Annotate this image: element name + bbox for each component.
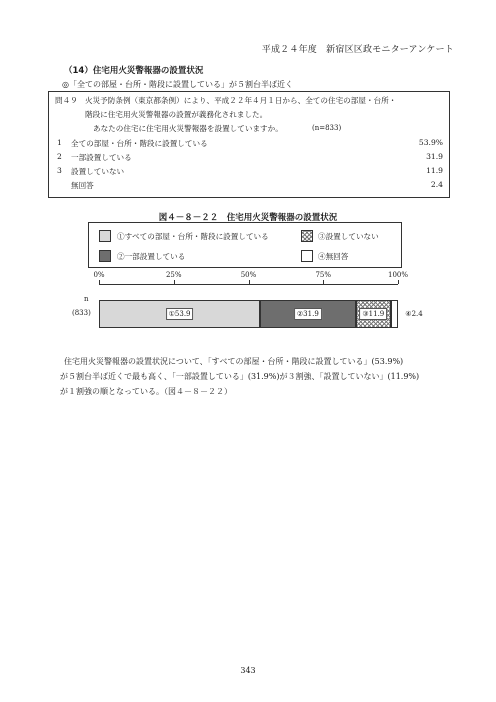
x-tick-label: 50% [240, 271, 257, 279]
option-number: 1 [57, 138, 62, 147]
x-tick-label: 75% [315, 271, 332, 279]
section-heading: （14）住宅用火災警報器の設置状況 [64, 66, 204, 76]
legend-swatch-none [301, 250, 313, 262]
option-number: 2 [57, 152, 62, 161]
legend-label: ④無回答 [318, 252, 349, 261]
question-text-line2: 階段に住宅用火災警報器の設置が義務化されました。 [85, 110, 268, 119]
legend-label: ①すべての部屋・台所・階段に設置している [117, 232, 269, 241]
question-number: 問４９ [55, 96, 78, 105]
option-label: 一部設置している [71, 153, 132, 162]
x-tick-mark [174, 280, 175, 284]
section-summary: ◎「全ての部屋・台所・階段に設置している」が５割台半ば近く [62, 80, 293, 89]
bar-data-label: ③11.9 [359, 308, 387, 320]
bar-data-label: ④2.4 [405, 310, 423, 318]
body-text-line1: 住宅用火災警報器の設置状況について、「すべての部屋・台所・階段に設置している」(53.9%) [64, 357, 404, 366]
option-label: 設置していない [71, 167, 125, 176]
option-number: 3 [57, 166, 62, 175]
question-text-line1: 火災予防条例（東京都条例）により、平成２２年４月１日から、全ての住宅の部屋・台所・ [85, 96, 397, 105]
x-tick-mark [249, 280, 250, 284]
bar-segment [391, 300, 398, 328]
legend-label: ②一部設置している [117, 252, 186, 261]
x-tick-label: 0% [93, 271, 105, 279]
option-label: 全ての部屋・台所・階段に設置している [71, 139, 208, 148]
legend-swatch-dots [99, 230, 111, 242]
n-label: n [84, 295, 89, 303]
page-header: 平成２４年度 新宿区区政モニターアンケート [261, 45, 454, 55]
question-n-note: (n=833) [312, 124, 342, 132]
figure-title: 図４－８－２２ 住宅用火災警報器の設置状況 [158, 213, 338, 223]
x-tick-mark [323, 280, 324, 284]
legend-swatch-dark [99, 250, 111, 262]
question-text-line3: あなたの住宅に住宅用火災警報器を設置していますか。 [93, 124, 283, 133]
option-value: 53.9% [418, 138, 443, 147]
x-tick-mark [99, 280, 100, 284]
x-tick-label: 100% [387, 271, 409, 279]
bar-data-label: ②31.9 [294, 308, 322, 320]
bar-data-label: ①53.9 [166, 308, 194, 320]
legend-swatch-crosshatch [301, 230, 313, 242]
chart-legend [88, 222, 402, 268]
option-label: 無回答 [71, 181, 94, 190]
n-value: (833) [72, 309, 91, 317]
x-axis-line [99, 284, 398, 285]
x-tick-label: 25% [165, 271, 182, 279]
body-text-line3: が１割強の順となっている。（図４－８－２２） [60, 387, 232, 396]
question-box [48, 91, 450, 198]
option-value: 2.4 [430, 180, 443, 189]
x-tick-mark [398, 280, 399, 284]
option-value: 11.9 [426, 166, 443, 175]
option-value: 31.9 [426, 152, 443, 161]
page-number: 343 [240, 666, 256, 675]
body-text-line2: が５割台半ば近くで最も高く、「一部設置している」(31.9%)が３割強、「設置していない」(11.9%) [60, 372, 420, 381]
legend-label: ③設置していない [318, 232, 379, 241]
